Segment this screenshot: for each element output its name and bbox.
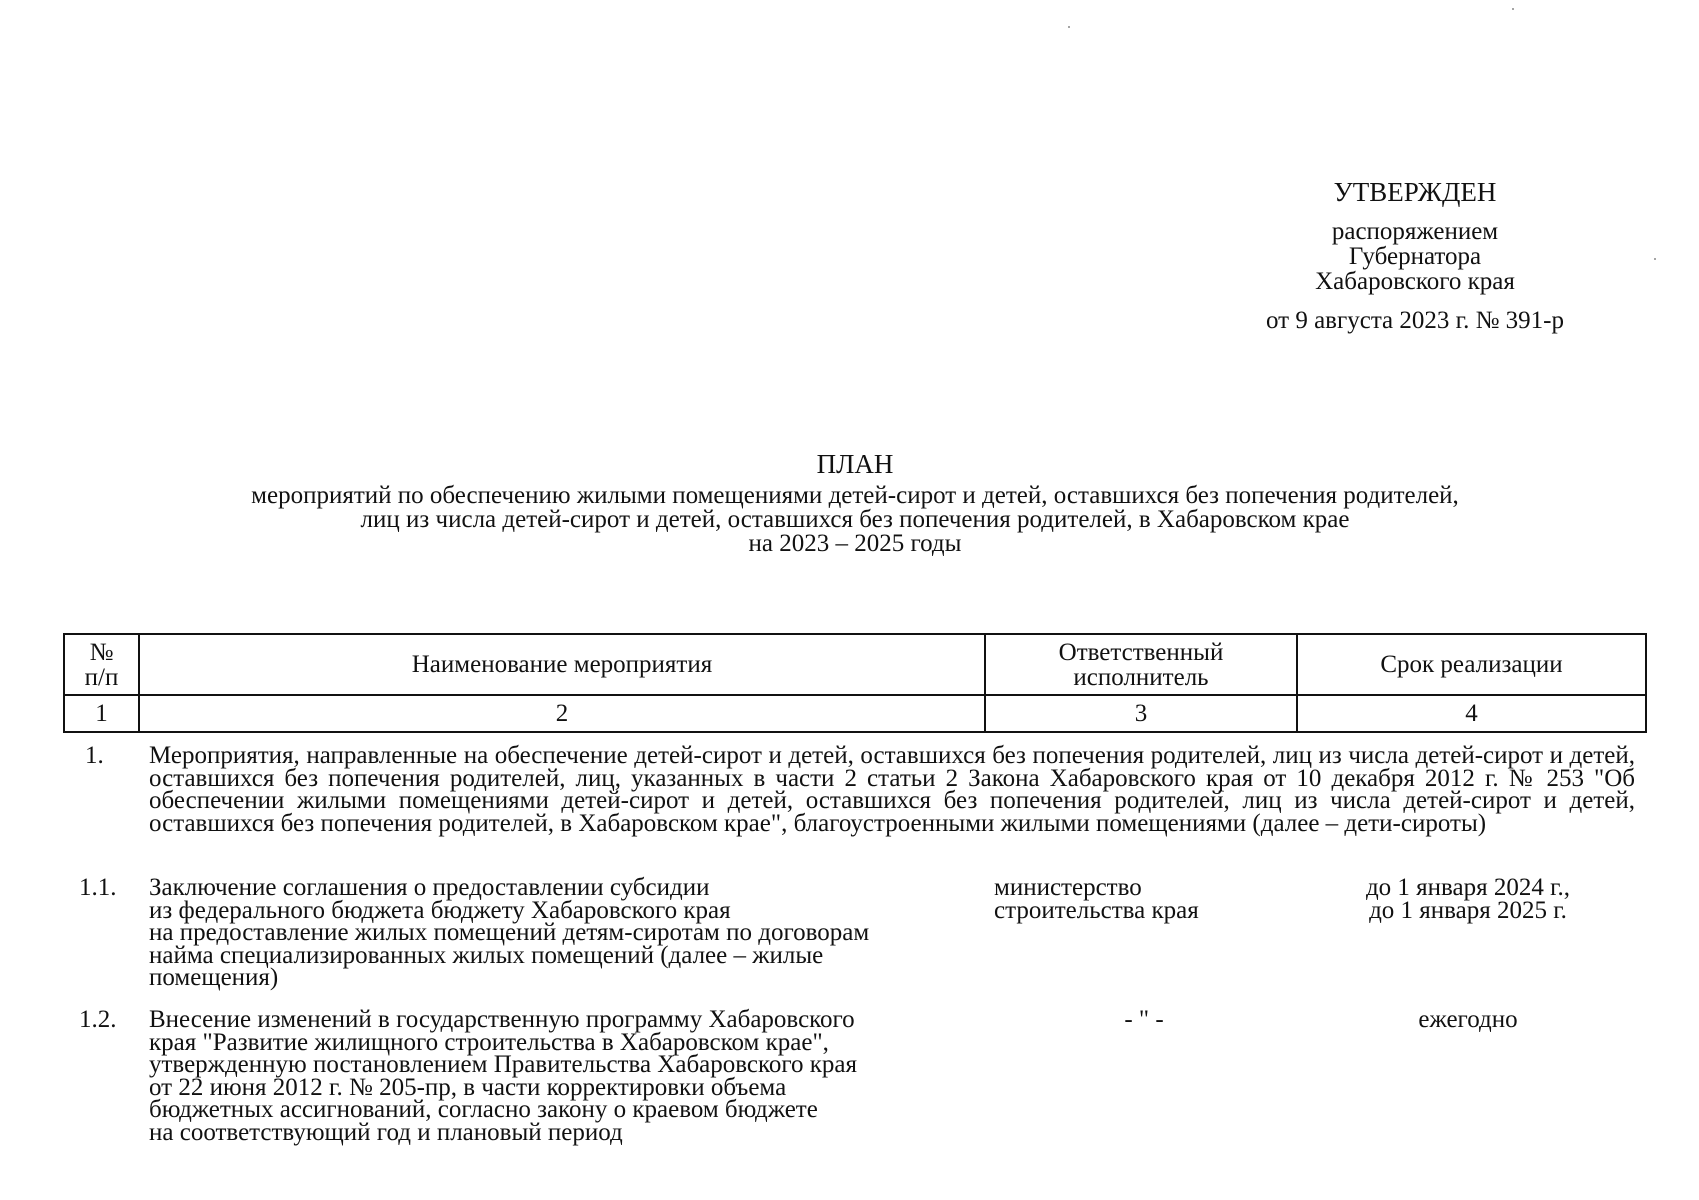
row-deadline: ежегодно (1418, 1006, 1518, 1033)
approval-line: Губернатора (1348, 243, 1482, 270)
row-activity-name: Внесение изменений в государственную программу Хабаровского края "Развитие жилищного строительства в Хабаровском крае", утвержденную постановлением Правительства Хабаровского края от 22 июня 2012 г. № 205-пр, в части корректировки объема бюджетных ассигнований, согласно закону о краевом бюджете на соответствующий год и плановый период (149, 1006, 858, 1146)
approval-block (1205, 177, 1625, 334)
row-executor: министерство строительства края (994, 874, 1199, 924)
column-number-row (64, 695, 1646, 732)
header-cell-deadline: Срок реализации (1297, 634, 1646, 695)
column-number: 2 (139, 695, 985, 732)
row-number: 1.1. (79, 874, 117, 901)
row-section-text: Мероприятия, направленные на обеспечение детей-сирот и детей, оставшихся без попечения родителей, лиц из числа детей-сирот и детей, оставшихся без попечения родителей, лиц, указанных в части 2 статьи 2 Закона Хабаровского края от 10 декабря 2012 г. № 253 "Об обеспечении жилыми помещениями детей-сирот и детей, оставшихся без попечения родителей, лиц из числа детей-сирот и детей, оставшихся без попечения родителей, в Хабаровском крае", благоустроенными жилыми помещениями (далее – дети-сироты) (149, 742, 1635, 837)
column-number: 3 (985, 695, 1297, 732)
header-cell-executor: Ответственный исполнитель (985, 634, 1297, 695)
row-number: 1. (85, 742, 104, 769)
plan-table-header (63, 633, 1647, 733)
plan-title: ПЛАН (816, 449, 894, 479)
scan-speck (1512, 8, 1514, 10)
approval-line: Хабаровского края (1315, 268, 1515, 295)
plan-subtitle: лиц из числа детей-сирот и детей, оставшихся без попечения родителей, в Хабаровском крае (360, 506, 1350, 533)
row-executor: - " - (1124, 1006, 1164, 1033)
plan-title-block (60, 449, 1650, 557)
row-activity-name: Заключение соглашения о предоставлении субсидии из федерального бюджета бюджету Хабаровского края на предоставление жилых помещений детям-сиротам по договорам найма специализированных жилых помещений (далее – жилые помещения) (149, 874, 870, 991)
column-number: 1 (64, 695, 139, 732)
approval-date: от 9 августа 2023 г. № 391-р (1265, 307, 1565, 334)
header-cell-number: № п/п (64, 634, 139, 695)
row-number: 1.2. (79, 1006, 117, 1033)
scan-speck (1068, 26, 1070, 28)
plan-subtitle: на 2023 – 2025 годы (748, 530, 962, 557)
approval-title: УТВЕРЖДЕН (1333, 177, 1497, 207)
plan-subtitle: мероприятий по обеспечению жилыми помещениями детей-сирот и детей, оставшихся без попечения родителей, (251, 482, 1459, 509)
header-row (64, 634, 1646, 695)
approval-line: распоряжением (1331, 218, 1499, 245)
column-number: 4 (1297, 695, 1646, 732)
row-deadline: до 1 января 2024 г., до 1 января 2025 г. (1365, 874, 1571, 924)
scan-speck (1654, 258, 1656, 260)
header-cell-name: Наименование мероприятия (139, 634, 985, 695)
